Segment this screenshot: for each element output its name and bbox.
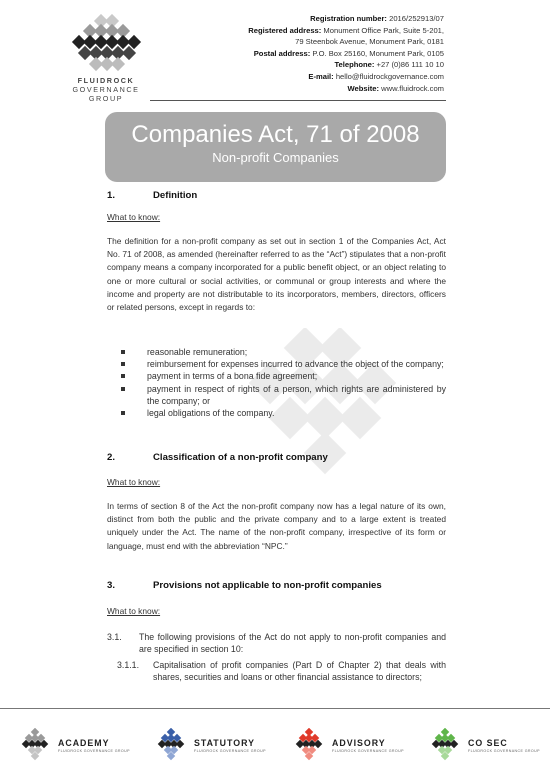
section-2-number: 2. — [107, 452, 116, 463]
website-link[interactable]: www.fluidrock.com — [381, 83, 444, 93]
cosec-logo-icon — [430, 728, 464, 762]
logo-line-3: GROUP — [88, 94, 124, 103]
item-text: Capitalisation of profit companies (Part D of Chapter 2) that deals with shares, securities and loans or other financial assistance to directors; — [153, 660, 446, 683]
list-item: legal obligations of the company. — [121, 407, 446, 419]
postal-address: P.O. Box 25160, Monument Park, 0105 — [312, 48, 444, 58]
document-title: Companies Act, 71 of 2008 — [131, 121, 420, 148]
footer-sublabel: FLUIDROCK GOVERNANCE GROUP — [194, 749, 266, 753]
registration-label: Registration number: — [310, 14, 387, 23]
document-subtitle: Non-profit Companies — [212, 150, 339, 165]
website-label: Website: — [347, 83, 379, 93]
fluidrock-logo-icon — [66, 14, 144, 74]
list-item: reasonable remuneration; — [121, 346, 446, 358]
footer-divider — [0, 708, 550, 709]
footer-sublabel: FLUIDROCK GOVERNANCE GROUP — [468, 749, 540, 753]
company-details — [248, 13, 444, 94]
advisory-logo-icon — [294, 728, 328, 762]
footer-sublabel: FLUIDROCK GOVERNANCE GROUP — [58, 749, 130, 753]
footer-label: STATUTORY — [194, 738, 255, 748]
footer-label: ADVISORY — [332, 738, 386, 748]
email-link[interactable]: hello@fluidrockgovernance.com — [335, 71, 444, 81]
section-3-what-to-know: What to know: — [107, 606, 161, 616]
address-line-2: 79 Steenbok Avenue, Monument Park, 0181 — [295, 37, 444, 47]
section-1-what-to-know: What to know: — [107, 212, 161, 222]
list-item: payment in respect of rights of a person, which rights are administered by the company; or — [121, 383, 446, 407]
footer-label: ACADEMY — [58, 738, 110, 748]
footer-sublabel: FLUIDROCK GOVERNANCE GROUP — [332, 749, 404, 753]
section-3-number: 3. — [107, 580, 116, 591]
section-3-title: Provisions not applicable to non-profit companies — [153, 580, 382, 591]
footer-advisory — [294, 728, 414, 762]
academy-logo-icon — [20, 728, 54, 762]
section-2-what-to-know: What to know: — [107, 477, 161, 487]
footer-label: CO SEC — [468, 738, 508, 748]
section-2-title: Classification of a non-profit company — [153, 452, 328, 463]
item-number: 3.1. — [107, 632, 122, 642]
section-2-paragraph: In terms of section 8 of the Act the non-profit company now has a legal nature of its own, distinct from both the public and the private company and to a large extent is treated uniquely under the Act. The name of the non-profit company, irrespective of its form or language, must end with the abbreviation “NPC.” — [107, 501, 446, 551]
footer-academy — [20, 728, 140, 762]
footer-statutory — [156, 728, 276, 762]
section-1-title: Definition — [153, 190, 198, 201]
section-1-number: 1. — [107, 190, 116, 201]
logo-wordmark — [58, 76, 154, 103]
title-banner — [105, 112, 446, 182]
item-number: 3.1.1. — [117, 660, 140, 670]
address-line-1: Monument Office Park, Suite 5-201, — [323, 25, 444, 35]
telephone-label: Telephone: — [334, 60, 375, 70]
registration-number: 2016/252913/07 — [389, 14, 444, 23]
section-3-item-1 — [107, 631, 446, 656]
section-3-item-1-1 — [117, 659, 446, 684]
postal-label: Postal address: — [253, 48, 311, 58]
section-3-heading — [107, 580, 382, 591]
statutory-logo-icon — [156, 728, 190, 762]
footer-cosec — [430, 728, 540, 762]
item-text: The following provisions of the Act do not apply to non-profit companies and are specified in section 10: — [139, 632, 446, 655]
logo-line-2: GOVERNANCE — [72, 85, 140, 94]
address-label: Registered address: — [248, 25, 322, 35]
section-1-bullet-list — [121, 346, 446, 419]
logo-line-1: FLUIDROCK — [77, 76, 135, 85]
section-1-heading — [107, 190, 197, 201]
telephone-number: +27 (0)86 111 10 10 — [376, 60, 444, 70]
section-1-paragraph: The definition for a non-profit company as set out in section 1 of the Companies Act, Act No. 71 of 2008, as amended (hereinafter referred to as the “Act”) stipulates that a non-profit company means a company incorporated for a public benefit object, or an object relating to one or more cultural or social activities, or communal or group interests and where the income and property are not distributable to its incorporators, members, directors, officers or related persons, except in regards to: — [107, 236, 446, 313]
email-label: E-mail: — [308, 71, 334, 81]
list-item: payment in terms of a bona fide agreement; — [121, 370, 446, 382]
section-2-heading — [107, 452, 328, 463]
header-divider — [150, 100, 446, 101]
list-item: reimbursement for expenses incurred to advance the object of the company; — [121, 358, 446, 370]
